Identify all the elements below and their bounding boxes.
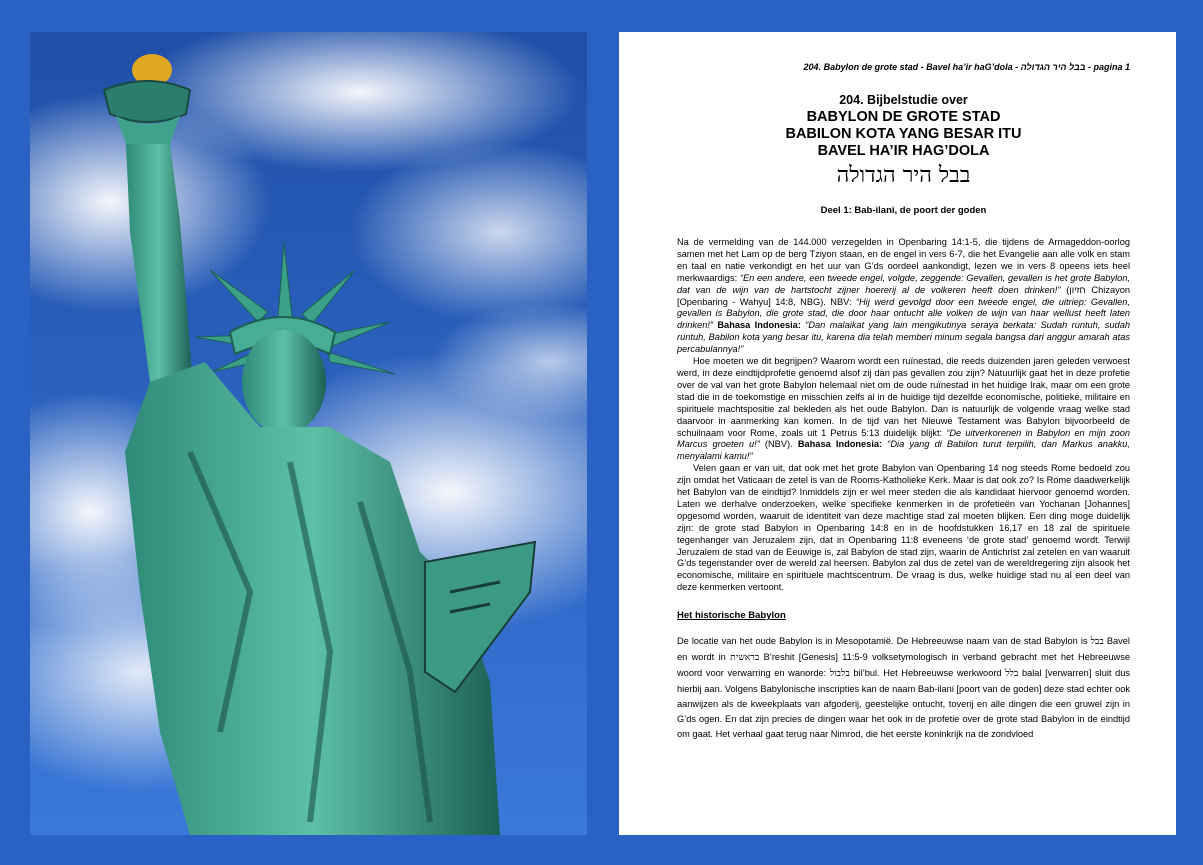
- title-line-3: BABILON KOTA YANG BESAR ITU: [785, 126, 1022, 142]
- p2-quote: “De uitverkorenen in Babylon en mijn zoon Marcus groeten u!”: [677, 427, 1130, 450]
- p2-text-c: (NBV).: [759, 439, 798, 450]
- p4-text-c: B’reshit [Genesis] 11:5-9 volksetymologisch in verband gebracht met het Hebreeuwse woord voor verwarring en wanorde:: [677, 652, 1130, 678]
- p4-text-b: Bavel en wordt in: [677, 636, 1130, 663]
- paragraph-4: [677, 634, 1130, 741]
- title-block: [677, 92, 1130, 191]
- part-heading: Deel 1: Bab-ilani, de poort der goden: [820, 205, 987, 216]
- paragraph-2: [677, 356, 1130, 463]
- p1-quote-nbg: “En een andere, een tweede engel, volgde, zeggende: Gevallen, gevallen is het grote Babylon, dat van de wijn van de hartstocht zijner hoererij al de volkeren heeft doen drinken!”: [677, 272, 1130, 295]
- section-heading: Het historische Babylon: [677, 610, 786, 622]
- document-page: [619, 32, 1176, 835]
- p4-hebrew-4: בלל: [1005, 668, 1019, 679]
- p2-text-a: Hoe moeten we dit begrijpen? Waarom wordt een ruïnestad, die reeds duizenden jaren geleden verwoest werd, in deze eindtijdprofetie genoemd alsof zij dan pas gevallen zou zijn? Natuurlijk gaat het in deze profetie over de val van het grote Babylon helemaal niet om de oude ruïnestad in het huidige Irak, maar om een grote stad die in de toekomstige en misschien zelfs al in de huidige tijd dezelfde economische, politieke, militaire en spirituele machtspositie zal bekleden als het oude Babylon. Dan is natuurlijk de volgende vraag welke stad daarvoor in aanmerking kan komen. In de tijd van het Nieuwe Testament was Babylon bijvoorbeeld de schuilnaam voor Rome, zoals uit 1 Petrus 5:13 duidelijk blijkt:: [677, 356, 1130, 438]
- p2-quote-indonesian: “Dia yang di Babilon turut terpilih, dan Markus anakku, menyalami kamu!”: [677, 439, 1130, 462]
- running-head: 204. Babylon de grote stad - Bavel ha’ir haG’dola - בבל היר הגדולה - pagina 1: [803, 62, 1130, 72]
- p1-text-c: (חזיון Chizayon [Openbaring - Wahyu] 14:8, NBG). NBV:: [677, 284, 1130, 307]
- statue-illustration: [30, 32, 587, 835]
- body-text-2: [677, 634, 1130, 741]
- statue-of-liberty-photo: [30, 32, 587, 835]
- p1-text-a: Na de vermelding van de 144.000 verzegelden in Openbaring 14:1-5, die tijdens de Armageddon-oorlog samen met het Lam op de berg Tziyon staan, en de engel in vers 6-7, die het Evangelie aan alle volk en stam en taal en natie verkondigt en het uur van G’ds oordeel aankondigt, lezen we in vers 8 opeens iets heel merkwaardigs:: [677, 237, 1130, 283]
- p4-hebrew-3: בלבול: [829, 668, 850, 679]
- p4-text-a: De locatie van het oude Babylon is in Mesopotamië. De Hebreeuwse naam van de stad Babylon is: [677, 636, 1091, 647]
- paragraph-3: Velen gaan er van uit, dat ook met het grote Babylon van Openbaring 14 nog steeds Rome bedoeld zou zijn omdat het Vaticaan de zetel is van de Rooms-Katholieke Kerk. Maar is dat ook zo? Is Rome daadwerkelijk het Babylon van de eindtijd? Inmiddels zijn er wel meer steden die als kandidaat hiervoor genoemd worden. Laten we derhalve onderzoeken, welke specifieke kenmerken in de profetieën van Yochanan [Johannes] opgesomd worden, waaruit de identiteit van deze machtige stad zal moeten blijken. Een ding moge duidelijk zijn: de grote stad Babylon in Openbaring 14:8 en in de hoofdstukken 16,17 en 18 zal de spirituele tegenhanger van Jeruzalem zijn, dat in Openbaring 11:8 eveneens ‘de grote stad’ genoemd wordt. Terwijl Jeruzalem de stad van de Eeuwige is, zal Babylon de stad zijn, waarin de Antichrist zal zetelen en van waaruit G’ds tegenstander over de wereld zal heersen. Babylon zal dus de zetel van de wereldregering zijn alsook het economische, militaire en spirituele machtscentrum. De vraag is dus, welke huidige stad nu al een deel van deze kenmerken vertoont.: [677, 463, 1130, 593]
- title-hebrew: בבל היר הגדולה: [836, 163, 971, 188]
- p4-text-e: balal [verwarren] sluit dus hierbij aan. Volgens Babylonische inscripties kan de naam Bab-ilani [poort van de goden] deze stad echter ook aanwijzen als de kweekplaats van afgoderij, geestelijke ontucht, toverij en alle dingen die een gruwel zijn in G’ds ogen. En dat zijn precies de dingen waar het ook in de profetie over de grote stad Babylon in de eindtijd om gaat. Het verhaal gaat terug naar Nimrod, die het eerste koninkrijk na de zondvloed: [677, 668, 1131, 739]
- p1-quote-nbv: “Hij werd gevolgd door een tweede engel, die uitriep: Gevallen, gevallen is Babylon, die grote stad, die door haar ontucht alle volken de wijn van haar wellust heeft laten drinken!”: [677, 296, 1130, 331]
- p4-hebrew-1: בבל: [1090, 636, 1104, 648]
- title-line-1: 204. Bijbelstudie over: [839, 93, 968, 107]
- p1-label-indonesian: Bahasa Indonesia:: [717, 320, 806, 331]
- p2-label-indonesian: Bahasa Indonesia:: [797, 439, 888, 450]
- paragraph-1: [677, 237, 1130, 356]
- p4-hebrew-2: בראשית: [730, 652, 760, 664]
- title-line-4: BAVEL HA’IR HAG’DOLA: [817, 143, 990, 159]
- body-text: [677, 237, 1130, 594]
- p4-text-d: bil’bul. Het Hebreeuwse werkwoord: [849, 668, 1006, 678]
- title-line-2: BABYLON DE GROTE STAD: [806, 109, 1001, 125]
- p1-quote-indonesian: “Dan malaikat yang lain mengikutinya seraya berkata: Sudah runtuh, sudah runtuh, Babilon kota yang besar itu, karena dia telah memberi minum segala bangsa dari anggur amarah atas percabulannya!”: [677, 320, 1130, 355]
